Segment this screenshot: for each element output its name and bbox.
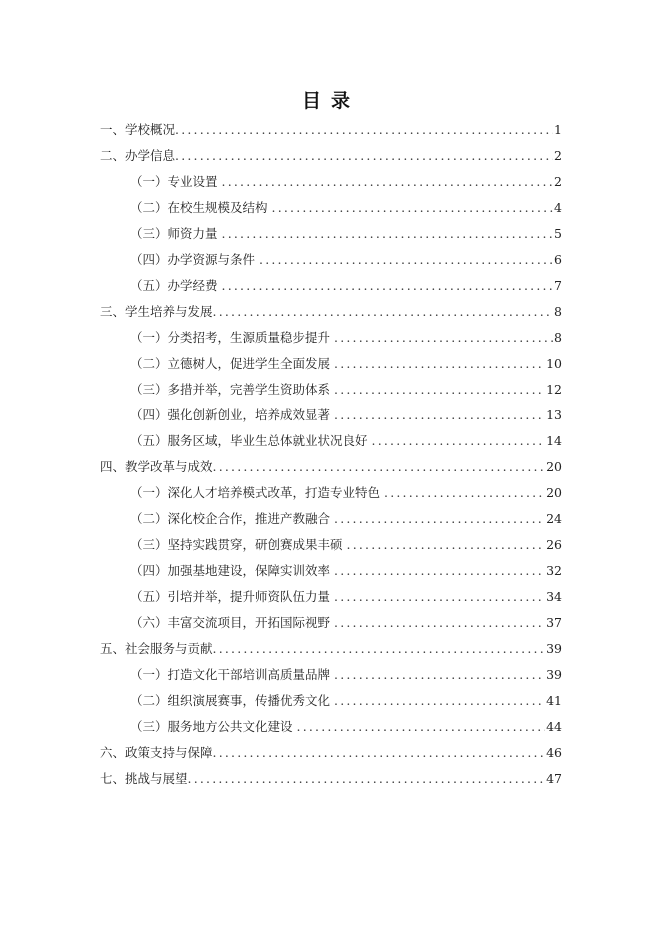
dot-leader [334,402,545,428]
toc-entry-label: （五）办学经费 [130,277,218,293]
toc-section-entry[interactable] [100,117,562,143]
toc-section-entry[interactable] [100,299,562,325]
toc-page-number: 39 [546,641,562,657]
toc-entry-label: （四）办学资源与条件 [130,251,256,267]
toc-subsection-entry[interactable] [100,402,562,428]
toc-page-number: 32 [546,563,562,579]
toc-subsection-entry[interactable] [100,325,562,351]
toc-page-number: 10 [546,355,562,371]
toc-page-number: 39 [546,667,562,683]
toc-subsection-entry[interactable] [100,610,562,636]
dot-leader [175,143,553,169]
toc-entry-label: 三、学生培养与发展 [100,303,213,319]
dot-leader [334,506,545,532]
toc-page-number: 44 [546,718,562,734]
toc-entry-label: （一）分类招考，生源质量稳步提升 [130,329,331,345]
toc-entry-label: （四）强化创新创业，培养成效显著 [130,407,331,423]
dot-leader [213,740,546,766]
toc-page-number: 37 [546,615,562,631]
toc-entry-label: （一）打造文化干部培训高质量品牌 [130,667,331,683]
toc-subsection-entry[interactable] [100,558,562,584]
toc-page-number: 34 [546,589,562,605]
toc-page-number: 20 [546,485,562,501]
toc-page-number: 13 [546,407,562,423]
toc-subsection-entry[interactable] [100,273,562,299]
toc-entry-label: （二）立德树人，促进学生全面发展 [130,355,331,371]
toc-entry-label: 四、教学改革与成效 [100,459,213,475]
dot-leader [334,377,545,403]
toc-page-number: 24 [546,511,562,527]
toc-title: 目录 [301,90,360,112]
toc-entry-label: （一）深化人才培养模式改革，打造专业特色 [130,485,381,501]
toc-page-number: 6 [554,251,562,267]
toc-subsection-entry[interactable] [100,506,562,532]
toc-page-number: 4 [554,199,562,215]
toc-page-number: 20 [546,459,562,475]
dot-leader [334,558,545,584]
toc-entry-label: （三）多措并举，完善学生资助体系 [130,381,331,397]
dot-leader [213,636,546,662]
toc-section-entry[interactable] [100,454,562,480]
toc-subsection-entry[interactable] [100,428,562,454]
dot-leader [334,584,545,610]
toc-section-entry[interactable] [100,766,562,792]
dot-leader [222,273,554,299]
dot-leader [334,610,545,636]
toc-page-number: 26 [546,537,562,553]
toc-entry-label: （五）引培并举，提升师资队伍力量 [130,589,331,605]
toc-subsection-entry[interactable] [100,169,562,195]
dot-leader [175,117,553,143]
dot-leader [384,480,545,506]
dot-leader [372,428,546,454]
dot-leader [297,714,546,740]
toc-entry-label: 五、社会服务与贡献 [100,641,213,657]
dot-leader [272,195,554,221]
toc-entry-label: （二）深化校企合作，推进产教融合 [130,511,331,527]
dot-leader [334,325,553,351]
toc-page-number: 41 [546,692,562,708]
dot-leader [347,532,546,558]
toc-page-number: 12 [546,381,562,397]
toc-subsection-entry[interactable] [100,688,562,714]
toc-entry-label: （三）师资力量 [130,225,218,241]
toc-entry-label: （三）服务地方公共文化建设 [130,718,293,734]
toc-subsection-entry[interactable] [100,377,562,403]
dot-leader [213,299,554,325]
toc-entry-label: 二、办学信息 [100,147,176,163]
toc-entry-label: （一）专业设置 [130,173,218,189]
toc-page-number: 5 [554,225,562,241]
toc-section-entry[interactable] [100,636,562,662]
toc-page-number: 46 [546,744,562,760]
dot-leader [259,247,553,273]
toc-entry-label: （六）丰富交流项目，开拓国际视野 [130,615,331,631]
toc-page-number: 14 [546,433,562,449]
toc-entry-label: （五）服务区域，毕业生总体就业状况良好 [130,433,368,449]
dot-leader [334,351,545,377]
toc-entry-label: 七、挑战与展望 [100,770,188,786]
toc-subsection-entry[interactable] [100,351,562,377]
toc-subsection-entry[interactable] [100,532,562,558]
toc-subsection-entry[interactable] [100,662,562,688]
toc-entry-label: （二）在校生规模及结构 [130,199,268,215]
dot-leader [213,454,546,480]
toc-page-number: 7 [554,277,562,293]
toc-entry-label: （二）组织演展赛事，传播优秀文化 [130,692,331,708]
dot-leader [222,221,554,247]
toc-entry-label: （三）坚持实践贯穿，研创赛成果丰硕 [130,537,343,553]
toc-page-number: 8 [554,303,562,319]
toc-page-number: 47 [546,770,562,786]
toc-entry-label: 六、政策支持与保障 [100,744,213,760]
toc-page-number: 8 [554,329,562,345]
dot-leader [334,688,545,714]
dot-leader [334,662,545,688]
dot-leader [222,169,554,195]
toc-entry-label: （四）加强基地建设，保障实训效率 [130,563,331,579]
toc-subsection-entry[interactable] [100,714,562,740]
dot-leader [188,766,546,792]
toc-page-number: 1 [554,122,562,137]
toc-entry-label: 一、学校概况 [100,122,176,137]
toc-subsection-entry[interactable] [100,584,562,610]
toc-page-number: 2 [554,147,562,163]
toc-section-entry[interactable] [100,143,562,169]
toc-subsection-entry[interactable] [100,221,562,247]
toc-subsection-entry[interactable] [100,247,562,273]
toc-page-number: 2 [554,173,562,189]
toc-subsection-entry[interactable] [100,480,562,506]
table-of-contents [100,117,562,792]
toc-section-entry[interactable] [100,740,562,766]
toc-subsection-entry[interactable] [100,195,562,221]
